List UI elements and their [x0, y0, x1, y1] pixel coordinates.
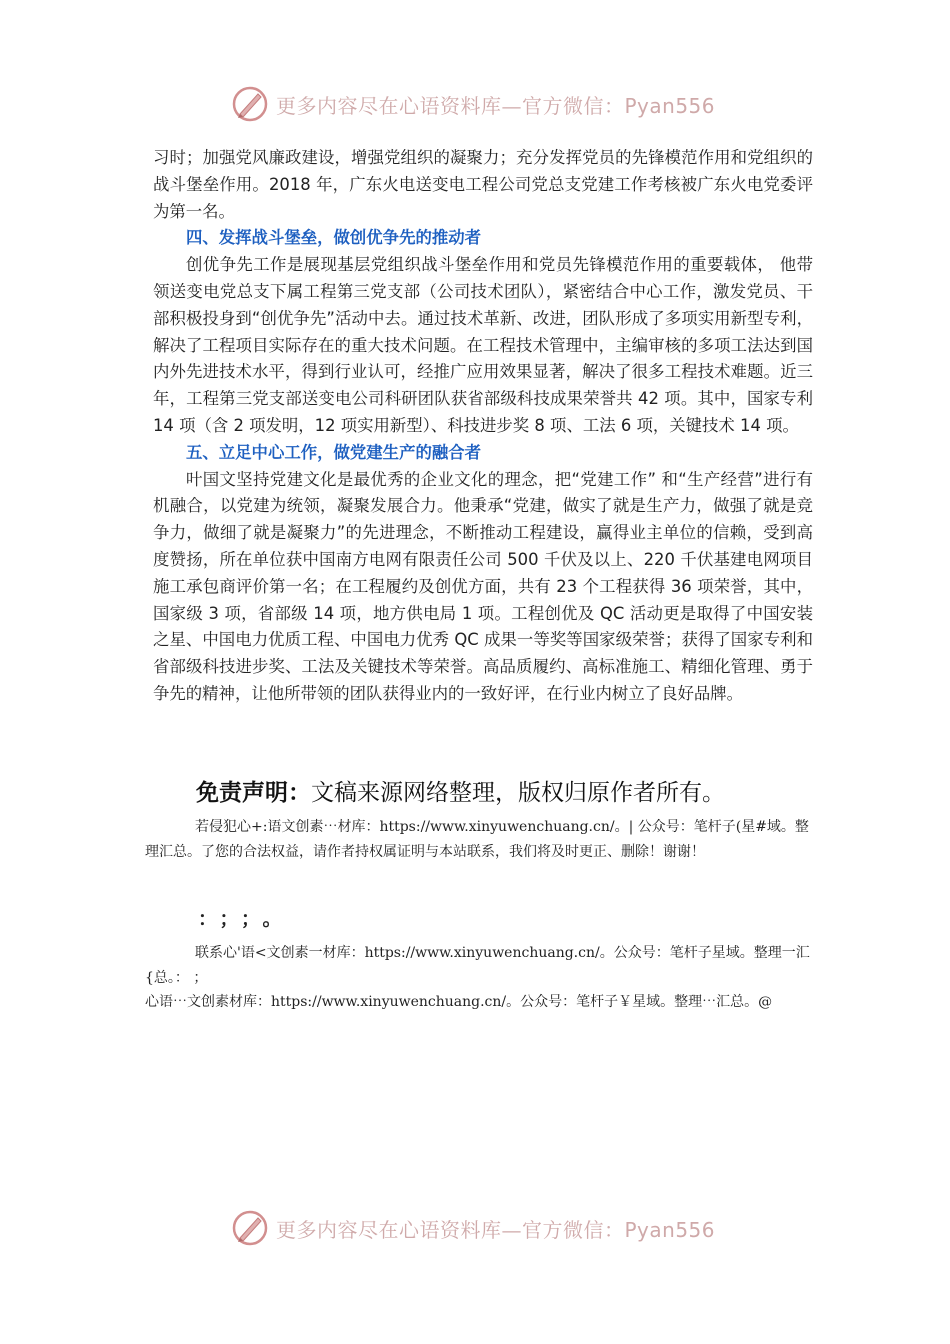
watermark-text: 更多内容尽在心语资料库—官方微信：Pyan556	[276, 93, 716, 118]
disclaimer-text: 文稿来源网络整理，版权归原作者所有。	[311, 780, 725, 806]
pen-logo-icon	[230, 84, 270, 124]
paragraph-5: 叶国文坚持党建文化是最优秀的企业文化的理念，把“党建工作” 和“生产经营”进行有机融合，以党建为统领，凝聚发展合力。他秉承“党建，做实了就是生产力，做强了就是竞争力，做细了就是凝聚力”的先进理念，不断推动工程建设，赢得业主单位的信赖，受到高度赞扬，所在单位获中国南方电网有限责任公司 500 千伏及以上、220 千伏基建电网项目施工承包商评价第一名；在工程履约及创优方面，共有 23 个工程获得 36 项荣誉，其中，国家级 3 项，省部级 14 项，地方供电局 1 项。工程创优及 QC 活动更是取得了中国安装之星、中国电力优质工程、中国电力优秀 QC 成果一等奖等国家级荣誉；获得了国家专利和省部级科技进步奖、工法及关键技术等荣誉。高品质履约、高标准施工、精细化管理、勇于争先的精神，让他所带领的团队获得业内的一致好评，在行业内树立了良好品牌。	[153, 469, 813, 703]
section-heading-5: 五、立足中心工作，做党建生产的融合者	[186, 442, 482, 462]
contact-notice	[145, 941, 810, 1015]
paragraph-4: 创优争先工作是展现基层党组织战斗堡垒作用和党员先锋模范作用的重要载体， 他带领送变电党总支下属工程第三党支部（公司技术团队），紧密结合中心工作，激发党员、干部积极投身到“创优争先”活动中去。通过技术革新、改进，团队形成了多项实用新型专利，解决了工程项目实际存在的重大技术问题。在工程技术管理中，主编审核的多项工法达到国内外先进技术水平，得到行业认可，经推广应用效果显著，解决了很多工程技术难题。近三年，工程第三党支部送变电公司科研团队获省部级科技成果荣誉共 42 项。其中，国家专利 14 项（含 2 项发明，12 项实用新型）、科技进步奖 8 项、工法 6 项，关键技术 14 项。	[153, 255, 813, 435]
article-body	[153, 145, 813, 708]
watermark-text: 更多内容尽在心语资料库—官方微信：Pyan556	[276, 1217, 716, 1242]
header-watermark	[230, 84, 715, 124]
pen-logo-icon	[230, 1208, 270, 1248]
notice-line-1: 若侵犯心+:语文创素⋯材库：https://www.xinyuwenchuang.cn/。| 公众号：笔杆子(星#域。整理汇总。了您的合法权益，请作者持权属证明与本站联系，我们将及时更正、删除！谢谢！	[145, 819, 809, 860]
paragraph-continued: 习时；加强党风廉政建设，增强党组织的凝聚力；充分发挥党员的先锋模范作用和党组织的战斗堡垒作用。2018 年，广东火电送变电工程公司党总支党建工作考核被广东火电党委评为第一名。	[153, 148, 813, 221]
watermark-wechat: Pyan556	[624, 1217, 716, 1242]
copyright-notice	[145, 815, 810, 864]
watermark-wechat: Pyan556	[624, 93, 716, 118]
punctuation-line: ：；；。	[198, 908, 294, 930]
notice-line-2: 联系心'语<文创素一材库：https://www.xinyuwenchuang.cn/。公众号：笔杆子星域。整理一汇{总。： ；	[145, 945, 810, 986]
disclaimer	[196, 774, 725, 807]
footer-watermark	[230, 1208, 715, 1248]
notice-line-3: 心语⋯文创素材库：https://www.xinyuwenchuang.cn/。公众号：笔杆子￥星域。整理⋯汇总。@	[145, 994, 773, 1010]
disclaimer-label: 免责声明：	[196, 780, 311, 806]
section-heading-4: 四、发挥战斗堡垒，做创优争先的推动者	[186, 228, 482, 248]
